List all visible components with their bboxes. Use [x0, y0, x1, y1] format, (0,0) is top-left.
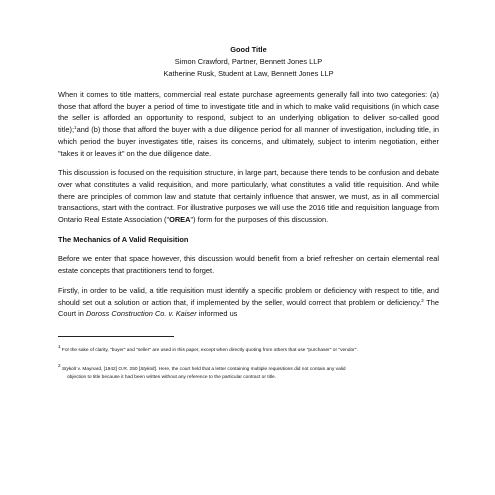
author-line-2: Katherine Rusk, Student at Law, Bennett Jones LLP — [163, 69, 334, 78]
paragraph-refresher: Before we enter that space however, this discussion would benefit from a brief refresher on certain elemental real estate concepts that practitioners tend to forget. — [58, 254, 439, 276]
author-line-1: Simon Crawford, Partner, Bennett Jones LLP — [174, 57, 323, 66]
footnote-separator — [58, 336, 174, 337]
footnote-ref-2[interactable]: 2 — [421, 297, 424, 303]
document-title: Good Title — [230, 45, 267, 54]
paragraph-focus: This discussion is focused on the requisition structure, in large part, because there tends to be confusion and debate over what constitutes a valid requisition, and more particularly, what constitutes a valid title requisition. And while there are principles of common law and statute that certainly influence that answer, we must, as in all commercial transactions, start with the contract. For illustrative purposes we will use the 2016 title and requisition language from Ontario Real Estate Association ("OREA") form for the purposes of this discussion. — [58, 168, 439, 225]
footnote-1: $^1$ For the sake of clarity, "buyer" and "seller" are used in this paper, except when directly quoting from others that use "purchaser" or "vendor". — [58, 343, 358, 353]
footnote-2: $^2$ Stykolt v. Maynard, [1942] O.R. 250 [Stykolt]. Here, the court held that a letter containing multiple requisitions did not contain any valid objection to title because it had been written without any reference to the particular contract or title. — [58, 363, 346, 380]
section-heading: The Mechanics of A Valid Requisition — [58, 234, 189, 244]
paragraph-intro: When it comes to title matters, commercial real estate purchase agreements generally fall into two categories: (a) those that afford the buyer a period of time to investigate title and in which to make valid requisitions (in which case the seller is afforded an opportunity to respond, subject to an underlying obligation to deliver so-called good title);$^1$and (b) those that afford the buyer with a due diligence period for all manner of investigation, including title, in which period the buyer investigates title, raises its concerns, and ultimately, subject to interim negotiation, either "takes it or leaves it" on the due diligence date. — [58, 90, 439, 158]
footnote-ref-1[interactable]: 1 — [74, 125, 77, 131]
paragraph-valid-requisition: Firstly, in order to be valid, a title requisition must identify a specific problem or deficiency with respect to title, and should set out a solution or action that, if implemented by the seller, would correct that problem or deficiency.$^2$ The Court in Doross Construction Co. v. Kaiser informed us — [58, 285, 440, 319]
document-header — [58, 44, 439, 80]
